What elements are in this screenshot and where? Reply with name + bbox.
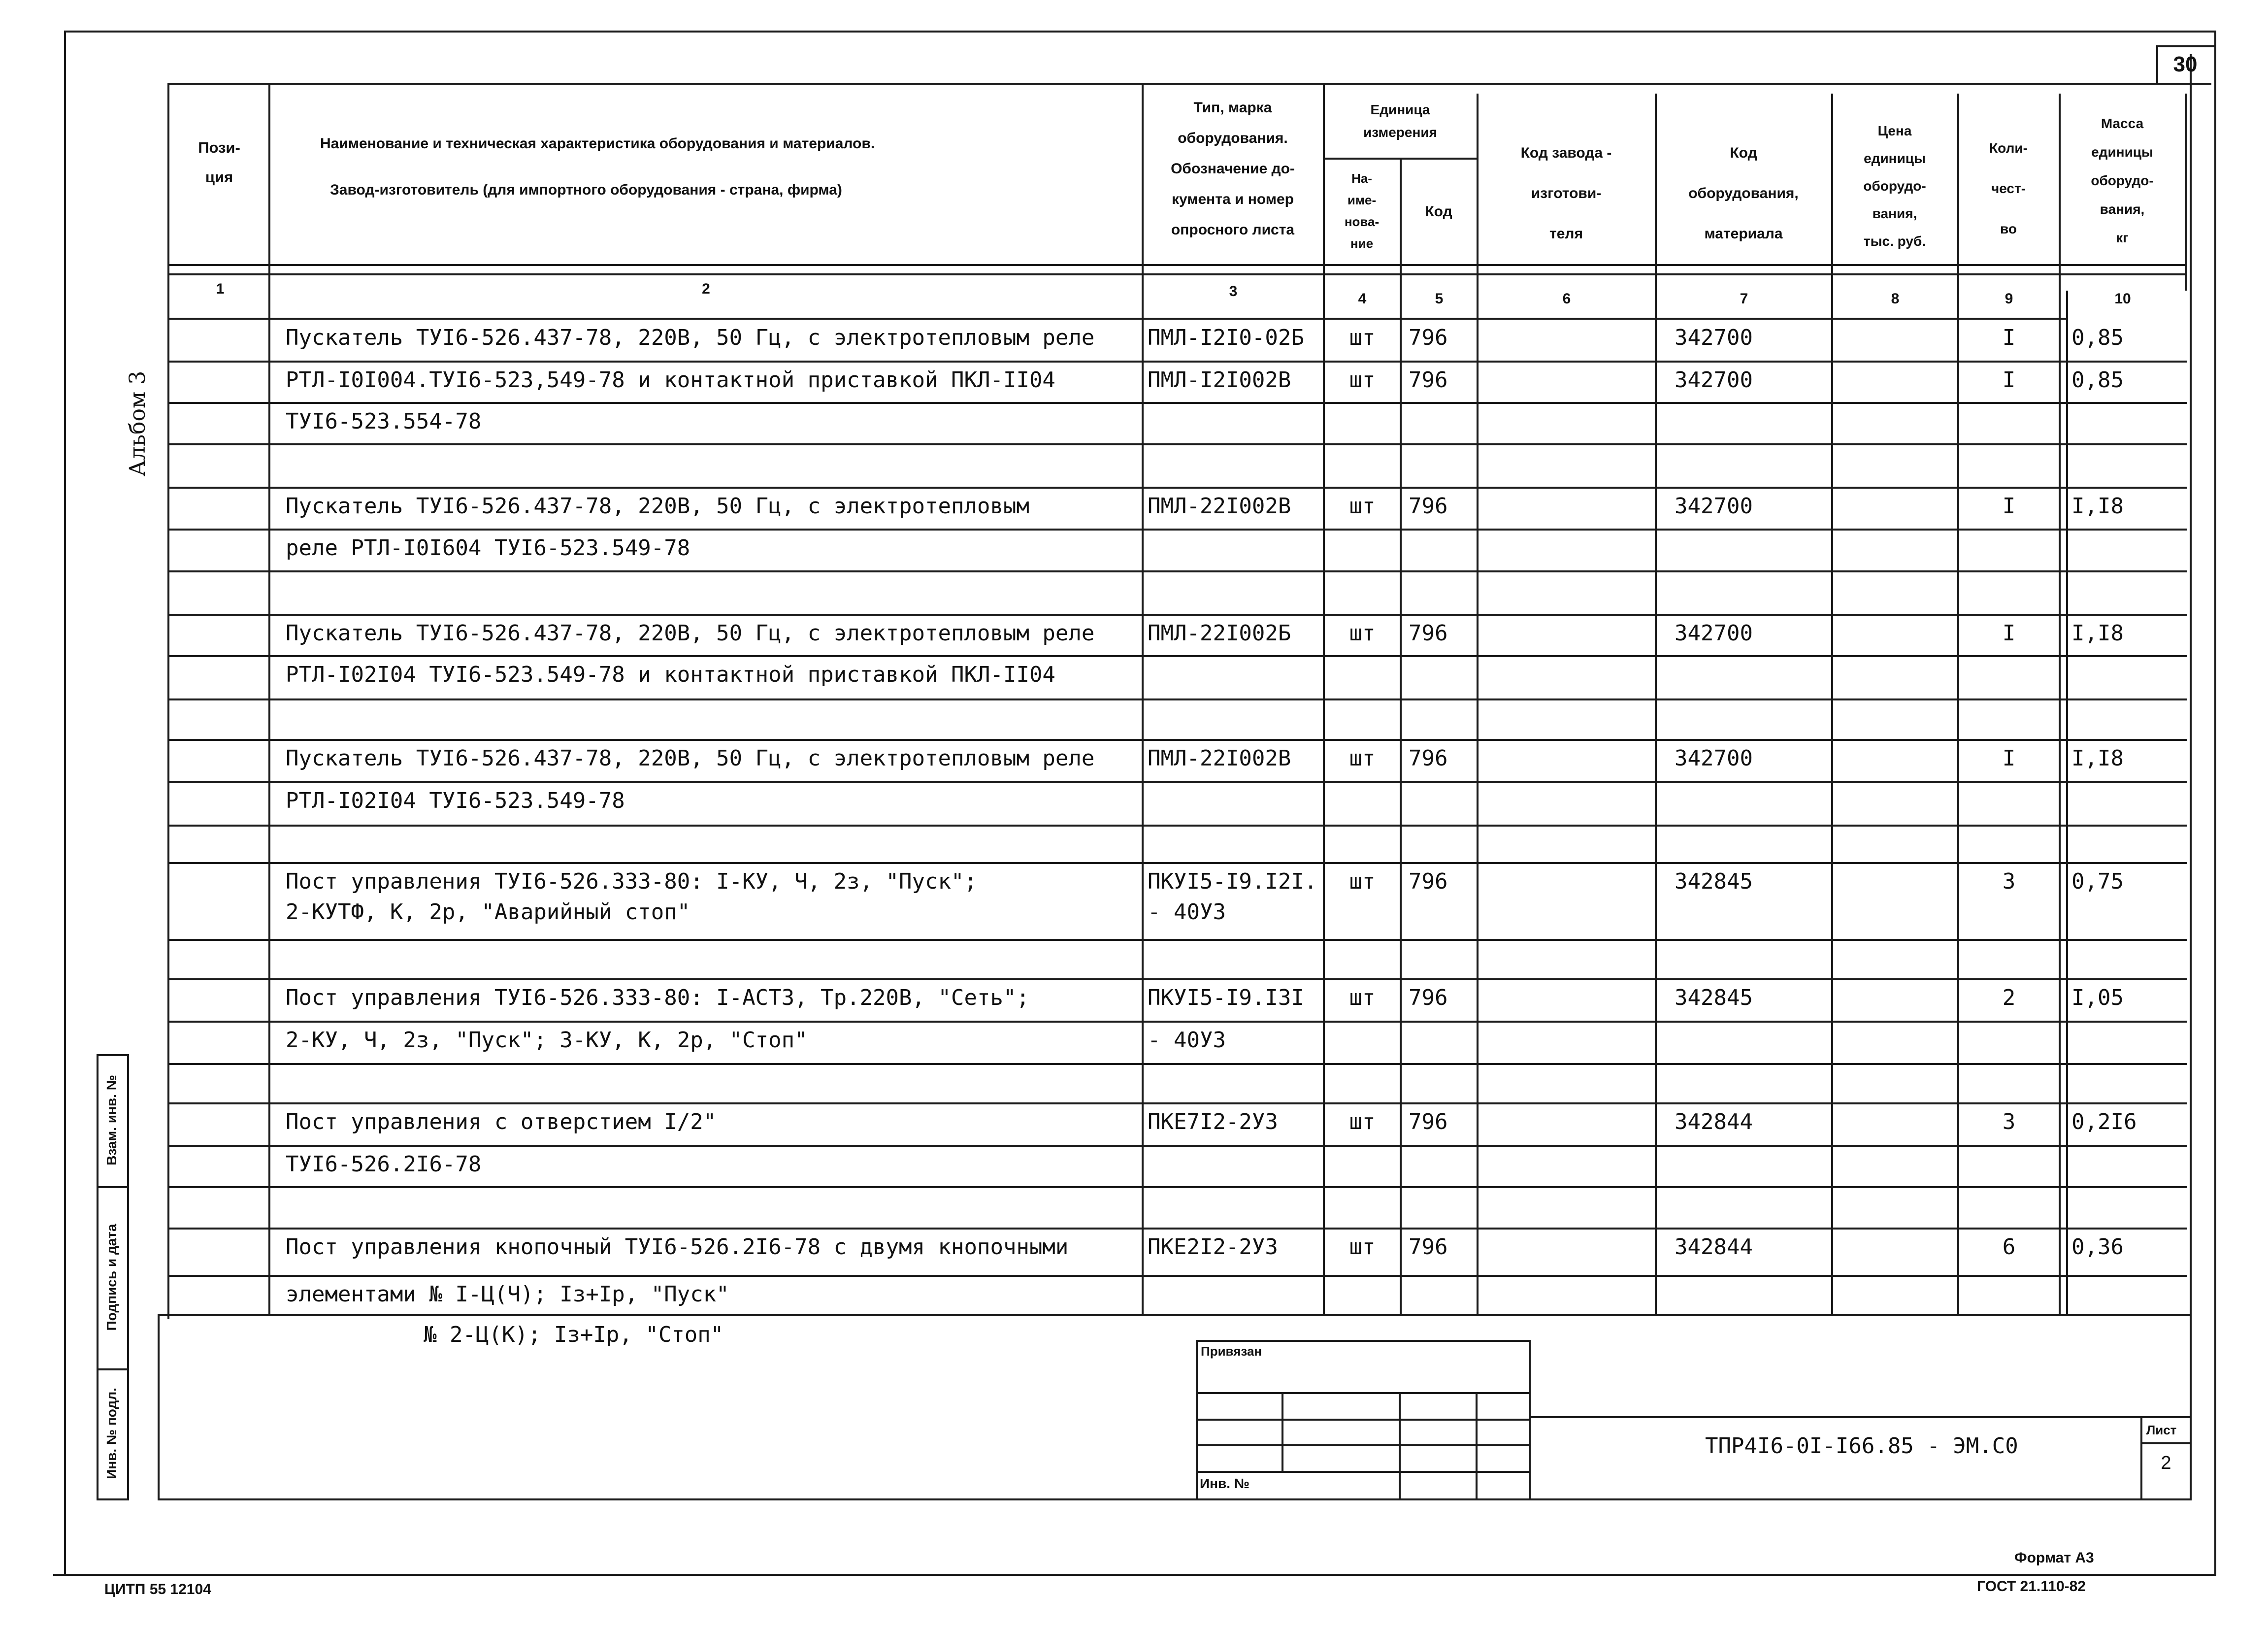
cell-name-continued: 2-КУТФ, К, 2р, "Аварийный стоп" bbox=[286, 899, 690, 925]
row-divider bbox=[167, 1102, 2187, 1104]
row-divider bbox=[167, 655, 2187, 657]
cell-mass: I,I8 bbox=[2071, 494, 2124, 519]
table-row bbox=[0, 362, 2268, 403]
cell-type: ПМЛ-22I002Б bbox=[1148, 621, 1291, 646]
table-row bbox=[0, 1103, 2268, 1146]
table-row bbox=[0, 1187, 2268, 1229]
cell-qty: I bbox=[2002, 494, 2016, 519]
header-type: Тип, марка оборудования. Обозначение до- кумента и номер опросного листа bbox=[1171, 100, 1295, 238]
row-divider bbox=[167, 1275, 2187, 1277]
table-row bbox=[0, 1064, 2268, 1103]
cell-equip: 342700 bbox=[1675, 621, 1753, 646]
cell-unit: шт bbox=[1349, 367, 1376, 393]
cell-equip: 342845 bbox=[1675, 985, 1753, 1010]
cell-unit: шт bbox=[1349, 869, 1376, 894]
cell-mass: 0,85 bbox=[2071, 367, 2124, 393]
sheet-number: 30 bbox=[2173, 52, 2198, 76]
cell-equip: 342700 bbox=[1675, 325, 1753, 350]
header-factory-code: Код завода - изготови- теля bbox=[1520, 145, 1612, 242]
cell-unit: шт bbox=[1349, 1234, 1376, 1260]
table-row bbox=[0, 615, 2268, 656]
footer-format: Формат А3 bbox=[2014, 1550, 2094, 1566]
table-row bbox=[0, 863, 2268, 940]
row-divider bbox=[167, 614, 2187, 616]
table-row bbox=[0, 979, 2268, 1022]
trailing-line: № 2-Ц(К); Iз+Iр, "Стоп" bbox=[424, 1322, 724, 1347]
col-num-9: 9 bbox=[2005, 291, 2013, 307]
header-price: Цена единицы оборудо- вания, тыс. руб. bbox=[1863, 123, 1926, 249]
cell-qty: 3 bbox=[2002, 869, 2016, 894]
stamp-inv-label: Инв. № bbox=[1200, 1476, 1250, 1491]
cell-mass: 0,2I6 bbox=[2071, 1109, 2137, 1134]
col-num-4: 4 bbox=[1358, 291, 1367, 307]
side-label-podpis: Подпись и дата bbox=[104, 1224, 119, 1331]
cell-mass: I,I8 bbox=[2071, 746, 2124, 771]
cell-qty: I bbox=[2002, 325, 2016, 350]
cell-code: 796 bbox=[1409, 1109, 1448, 1134]
col-num-1: 1 bbox=[216, 281, 225, 297]
row-divider bbox=[167, 1021, 2187, 1023]
cell-type: ПКЕ7I2-2УЗ bbox=[1148, 1109, 1278, 1134]
cell-name: ТУI6-526.2I6-78 bbox=[286, 1152, 482, 1177]
cell-name: РТЛ-I02I04 ТУI6-523.549-78 и контактной приставкой ПКЛ-II04 bbox=[286, 662, 1055, 687]
table-row bbox=[0, 699, 2268, 740]
cell-equip: 342844 bbox=[1675, 1109, 1753, 1134]
cell-mass: 0,36 bbox=[2071, 1234, 2124, 1260]
cell-name: Пускатель ТУI6-526.437-78, 220В, 50 Гц, с электротепловым bbox=[286, 494, 1029, 519]
col-num-7: 7 bbox=[1740, 291, 1748, 307]
cell-unit: шт bbox=[1349, 621, 1376, 646]
row-divider bbox=[167, 1063, 2187, 1065]
cell-unit: шт bbox=[1349, 494, 1376, 519]
cell-code: 796 bbox=[1409, 621, 1448, 646]
cell-qty: 2 bbox=[2002, 985, 2016, 1010]
cell-code: 796 bbox=[1409, 985, 1448, 1010]
table-row bbox=[0, 319, 2268, 362]
cell-type: ПКУI5-I9.I3I bbox=[1148, 985, 1304, 1010]
cell-type: - 40УЗ bbox=[1148, 1028, 1226, 1053]
cell-type: ПКЕ2I2-2УЗ bbox=[1148, 1234, 1278, 1260]
row-divider bbox=[167, 862, 2187, 864]
table-row bbox=[0, 740, 2268, 782]
col-num-5: 5 bbox=[1435, 291, 1444, 307]
cell-mass: 0,85 bbox=[2071, 325, 2124, 350]
table-row bbox=[0, 1276, 2268, 1314]
header-position: Пози- ция bbox=[198, 139, 240, 186]
row-divider bbox=[167, 825, 2187, 827]
cell-type: ПМЛ-I2I0-02Б bbox=[1148, 325, 1304, 350]
cell-mass: I,05 bbox=[2071, 985, 2124, 1010]
cell-mass: 0,75 bbox=[2071, 869, 2124, 894]
cell-name: РТЛ-I02I04 ТУI6-523.549-78 bbox=[286, 788, 625, 813]
table-row bbox=[0, 826, 2268, 863]
cell-name: Пост управления кнопочный ТУI6-526.2I6-78 с двумя кнопочными bbox=[286, 1234, 1069, 1260]
header-unit-name: На- име- нова- ние bbox=[1344, 171, 1380, 251]
row-divider bbox=[167, 698, 2187, 700]
cell-name: Пост управления с отверстием I/2" bbox=[286, 1109, 717, 1134]
header-name-line1: Наименование и техническая характеристика оборудования и материалов. bbox=[320, 135, 875, 152]
cell-qty: 3 bbox=[2002, 1109, 2016, 1134]
cell-type-continued: - 40УЗ bbox=[1148, 899, 1226, 925]
row-divider bbox=[167, 739, 2187, 741]
table-row bbox=[0, 403, 2268, 444]
cell-name: элементами № I-Ц(Ч); Iз+Iр, "Пуск" bbox=[286, 1282, 729, 1307]
row-divider bbox=[167, 529, 2187, 531]
row-divider bbox=[167, 939, 2187, 941]
table-row bbox=[0, 1146, 2268, 1187]
row-divider bbox=[167, 1145, 2187, 1147]
stamp-sheet-label: Лист bbox=[2146, 1423, 2177, 1437]
cell-code: 796 bbox=[1409, 325, 1448, 350]
album-label: Альбом 3 bbox=[125, 370, 150, 477]
cell-qty: I bbox=[2002, 367, 2016, 393]
header-unit-group: Единица измерения bbox=[1363, 102, 1437, 140]
cell-code: 796 bbox=[1409, 746, 1448, 771]
table-row bbox=[0, 444, 2268, 488]
cell-unit: шт bbox=[1349, 325, 1376, 350]
cell-name: ТУI6-523.554-78 bbox=[286, 409, 482, 434]
cell-name: РТЛ-I0I004.ТУI6-523,549-78 и контактной приставкой ПКЛ-II04 bbox=[286, 367, 1055, 393]
row-divider bbox=[167, 570, 2187, 572]
cell-type: ПКУI5-I9.I2I. bbox=[1148, 869, 1317, 894]
cell-name: Пускатель ТУI6-526.437-78, 220В, 50 Гц, с электротепловым реле bbox=[286, 621, 1095, 646]
cell-name: Пускатель ТУI6-526.437-78, 220В, 50 Гц, с электротепловым реле bbox=[286, 325, 1095, 350]
stamp-sheet-value: 2 bbox=[2161, 1453, 2171, 1473]
row-divider bbox=[167, 1228, 2187, 1230]
cell-name: Пост управления ТУI6-526.333-80: I-КУ, Ч, 2з, "Пуск"; bbox=[286, 869, 977, 894]
cell-equip: 342844 bbox=[1675, 1234, 1753, 1260]
table-row bbox=[0, 1229, 2268, 1276]
header-equipment-code: Код оборудования, материала bbox=[1688, 145, 1799, 242]
cell-unit: шт bbox=[1349, 1109, 1376, 1134]
cell-code: 796 bbox=[1409, 869, 1448, 894]
row-divider bbox=[167, 402, 2187, 404]
footer-gost: ГОСТ 21.110-82 bbox=[1977, 1578, 2086, 1595]
cell-qty: I bbox=[2002, 621, 2016, 646]
side-label-inv-podl: Инв. № подл. bbox=[104, 1388, 119, 1479]
footer-left: ЦИТП 55 12104 bbox=[104, 1581, 211, 1597]
cell-type: ПМЛ-22I002В bbox=[1148, 494, 1291, 519]
cell-name: Пост управления ТУI6-526.333-80: I-АСТЗ, Тр.220В, "Сеть"; bbox=[286, 985, 1029, 1010]
row-divider bbox=[167, 1186, 2187, 1188]
table-row bbox=[0, 1022, 2268, 1064]
cell-code: 796 bbox=[1409, 367, 1448, 393]
stamp-bound-label: Привязан bbox=[1201, 1344, 1262, 1359]
cell-qty: I bbox=[2002, 746, 2016, 771]
cell-unit: шт bbox=[1349, 985, 1376, 1010]
table-row bbox=[0, 530, 2268, 571]
row-divider bbox=[167, 361, 2187, 363]
cell-equip: 342700 bbox=[1675, 746, 1753, 771]
cell-code: 796 bbox=[1409, 1234, 1448, 1260]
cell-equip: 342700 bbox=[1675, 494, 1753, 519]
cell-code: 796 bbox=[1409, 494, 1448, 519]
table-row bbox=[0, 488, 2268, 530]
document-code: ТПР4I6-0I-I66.85 - ЭМ.С0 bbox=[1705, 1433, 2018, 1459]
col-num-8: 8 bbox=[1891, 291, 1900, 307]
side-label-vzam: Взам. инв. № bbox=[104, 1075, 119, 1165]
table-row bbox=[0, 782, 2268, 826]
cell-name: реле РТЛ-I0I604 ТУI6-523.549-78 bbox=[286, 535, 690, 561]
header-mass: Масса единицы оборудо- вания, кг bbox=[2091, 116, 2154, 245]
cell-equip: 342845 bbox=[1675, 869, 1753, 894]
row-divider bbox=[167, 443, 2187, 445]
header-quantity: Коли- чест- во bbox=[1989, 140, 2028, 236]
col-num-2: 2 bbox=[702, 281, 710, 297]
col-num-6: 6 bbox=[1562, 291, 1571, 307]
cell-name: Пускатель ТУI6-526.437-78, 220В, 50 Гц, с электротепловым реле bbox=[286, 746, 1095, 771]
cell-mass: I,I8 bbox=[2071, 621, 2124, 646]
row-divider bbox=[167, 781, 2187, 783]
cell-unit: шт bbox=[1349, 746, 1376, 771]
table-row bbox=[0, 656, 2268, 699]
cell-name: 2-КУ, Ч, 2з, "Пуск"; 3-КУ, К, 2р, "Стоп" bbox=[286, 1028, 808, 1053]
header-unit-code: Код bbox=[1425, 203, 1452, 220]
cell-type: ПМЛ-I2I002В bbox=[1148, 367, 1291, 393]
col-num-10: 10 bbox=[2114, 291, 2131, 307]
cell-type: ПМЛ-22I002В bbox=[1148, 746, 1291, 771]
cell-equip: 342700 bbox=[1675, 367, 1753, 393]
row-divider bbox=[167, 487, 2187, 489]
table-row bbox=[0, 940, 2268, 979]
cell-qty: 6 bbox=[2002, 1234, 2016, 1260]
header-name-line2: Завод-изготовитель (для импортного оборудования - страна, фирма) bbox=[330, 182, 842, 198]
row-divider bbox=[167, 978, 2187, 980]
table-row bbox=[0, 571, 2268, 615]
col-num-3: 3 bbox=[1229, 283, 1238, 299]
